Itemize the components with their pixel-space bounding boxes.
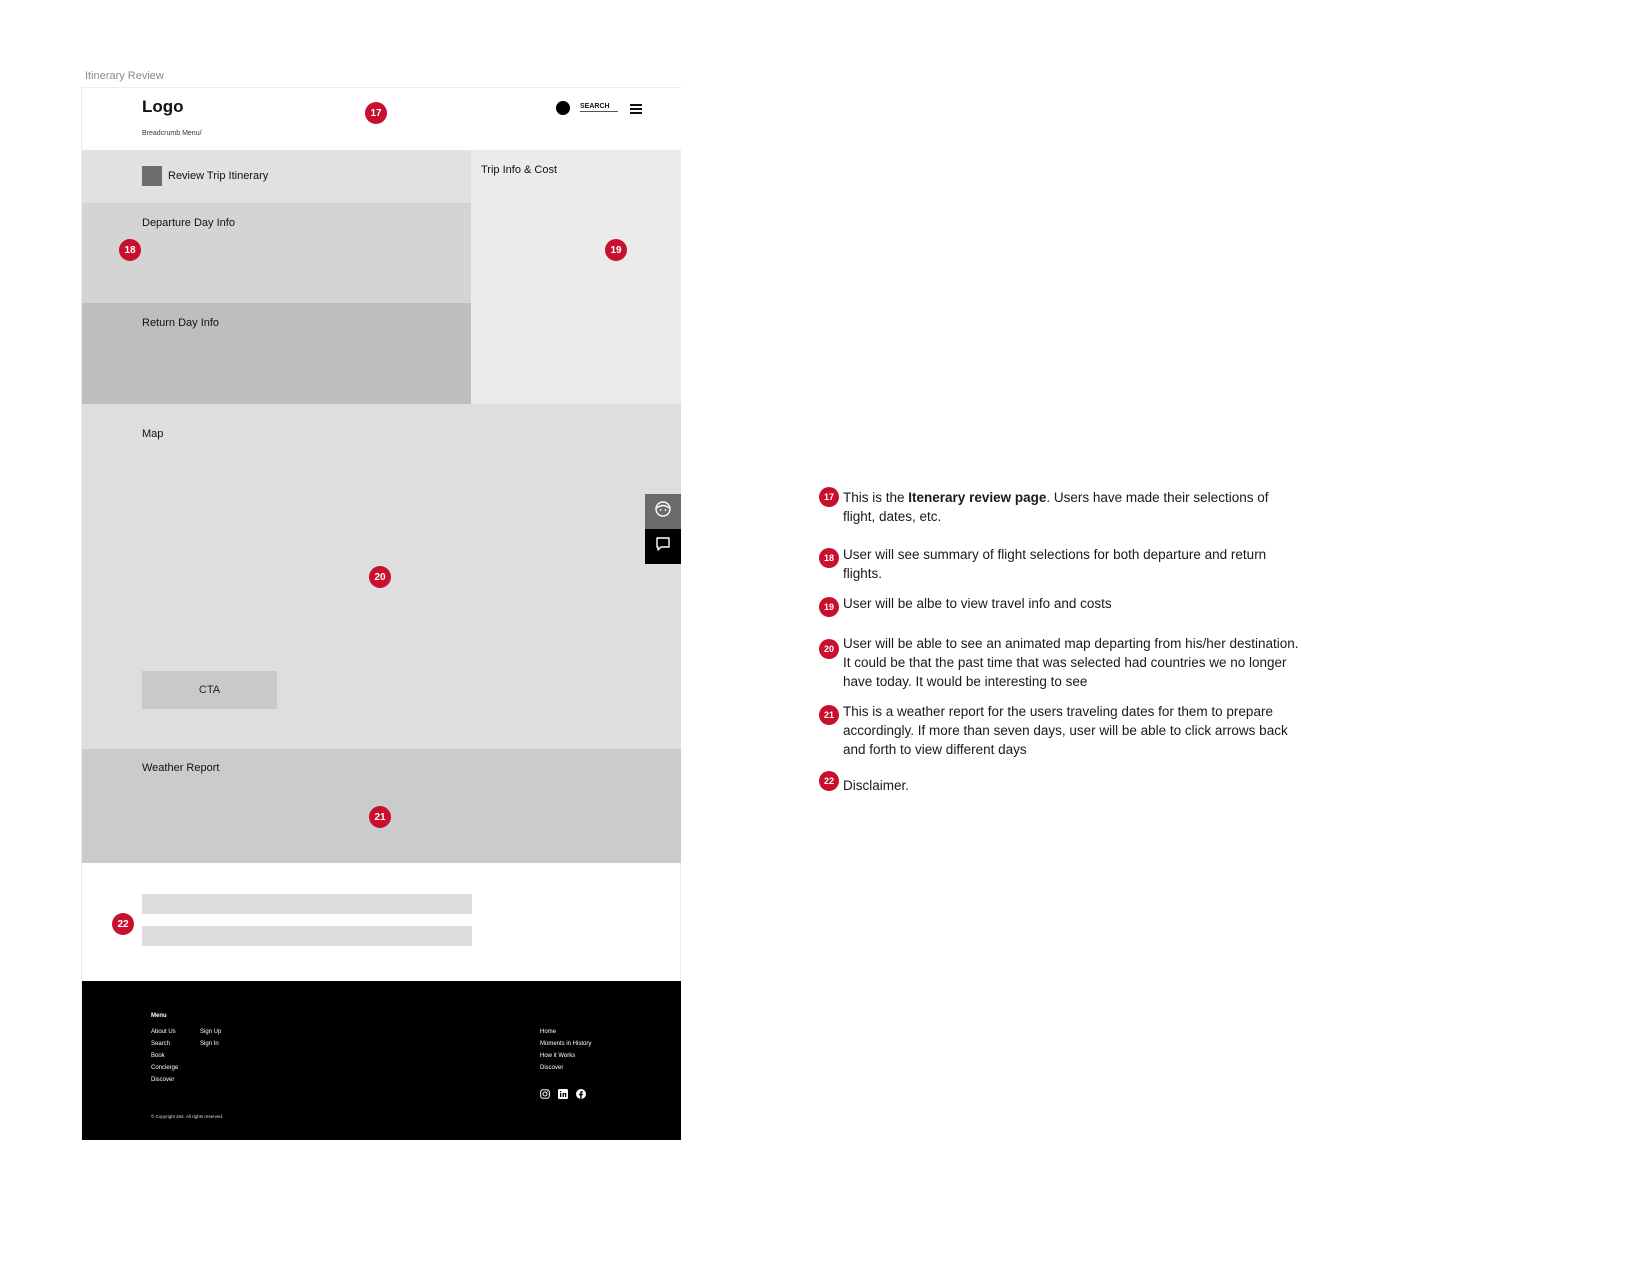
return-day-label: Return Day Info: [142, 317, 220, 329]
site-header: [82, 88, 681, 150]
site-footer: [82, 981, 681, 1140]
disclaimer-line: [142, 926, 472, 946]
weather-report-panel: [82, 749, 681, 863]
hamburger-menu-icon[interactable]: [630, 104, 642, 114]
footer-link-about[interactable]: About Us: [151, 1029, 176, 1035]
footer-link-sign-up[interactable]: Sign Up: [200, 1029, 222, 1035]
search-link[interactable]: SEARCH: [580, 103, 618, 112]
facebook-icon[interactable]: [576, 1089, 586, 1099]
annotation-badge-19: 19: [605, 239, 627, 261]
note-21: This is a weather report for the users traveling dates for them to prepare accordingly. If more than seven days, user will be able to click arrows back and forth to view different days: [843, 704, 1288, 757]
breadcrumb[interactable]: Breadcrumb Menu/: [142, 130, 202, 137]
footer-link-discover-2[interactable]: Discover: [540, 1065, 564, 1071]
assistant-face-icon: [654, 500, 672, 523]
footer-link-sign-in[interactable]: Sign In: [200, 1041, 219, 1047]
note-badge-19: 19: [819, 597, 839, 617]
annotation-badge-17: 17: [365, 102, 387, 124]
note-19: User will be albe to view travel info and costs: [843, 596, 1112, 611]
cta-button[interactable]: CTA: [142, 671, 277, 709]
weather-report-label: Weather Report: [142, 762, 220, 774]
map-label: Map: [142, 428, 164, 440]
frame-label: Itinerary Review: [85, 70, 164, 82]
footer-link-how-it-works[interactable]: How it Works: [540, 1053, 576, 1059]
footer-menu-heading: Menu: [151, 1013, 167, 1019]
note-18: User will see summary of flight selections for both departure and return flights.: [843, 547, 1267, 581]
note-20: User will be able to see an animated map departing from his/her destination. It could be that the past time that was selected had countries we no longer have today. It would be interesting to see: [843, 636, 1299, 689]
linkedin-icon[interactable]: [558, 1089, 568, 1099]
annotation-badge-21: 21: [369, 806, 391, 828]
return-day-info-panel: [82, 303, 471, 404]
note-badge-18: 18: [819, 548, 839, 568]
note-22: Disclaimer.: [843, 778, 910, 793]
footer-link-book[interactable]: Book: [151, 1053, 165, 1059]
instagram-icon[interactable]: [540, 1089, 550, 1099]
annotation-badge-20: 20: [369, 566, 391, 588]
trip-info-cost-panel: [471, 150, 681, 404]
footer-link-search[interactable]: Search: [151, 1041, 171, 1047]
chat-button[interactable]: [645, 529, 681, 564]
assistant-button[interactable]: [645, 494, 681, 529]
note-badge-17: 17: [819, 487, 839, 507]
itinerary-review-wireframe: [81, 87, 681, 1139]
annotation-badge-18: 18: [119, 239, 141, 261]
chat-bubble-icon: [654, 535, 672, 558]
departure-day-label: Departure Day Info: [142, 217, 235, 229]
note-badge-20: 20: [819, 639, 839, 659]
note-17-text-end: . Users have made their selections of flight, dates, etc.: [843, 490, 1269, 524]
review-trip-title: Review Trip Itinerary: [168, 170, 269, 182]
footer-copyright: © Copyright Zeit. All rights reserved.: [151, 1114, 224, 1119]
note-badge-22: 22: [819, 771, 839, 791]
disclaimer-line: [142, 894, 472, 914]
footer-link-home[interactable]: Home: [540, 1029, 557, 1035]
footer-link-moments[interactable]: Moments in History: [540, 1041, 592, 1047]
note-17-text-start: This is the: [843, 490, 909, 505]
review-trip-itinerary-bar: [82, 150, 471, 203]
logo[interactable]: Logo: [142, 97, 184, 116]
annotation-badge-22: 22: [112, 913, 134, 935]
note-17: [843, 488, 1303, 526]
map-panel[interactable]: [82, 404, 681, 749]
note-17-bold: Itenerary review page: [908, 490, 1047, 505]
profile-avatar-icon[interactable]: [556, 101, 570, 115]
departure-day-info-panel: [82, 203, 471, 303]
footer-link-concierge[interactable]: Concierge: [151, 1065, 179, 1071]
trip-info-label: Trip Info & Cost: [481, 164, 558, 176]
review-thumbnail: [142, 166, 162, 186]
note-badge-21: 21: [819, 705, 839, 725]
footer-link-discover[interactable]: Discover: [151, 1077, 175, 1083]
